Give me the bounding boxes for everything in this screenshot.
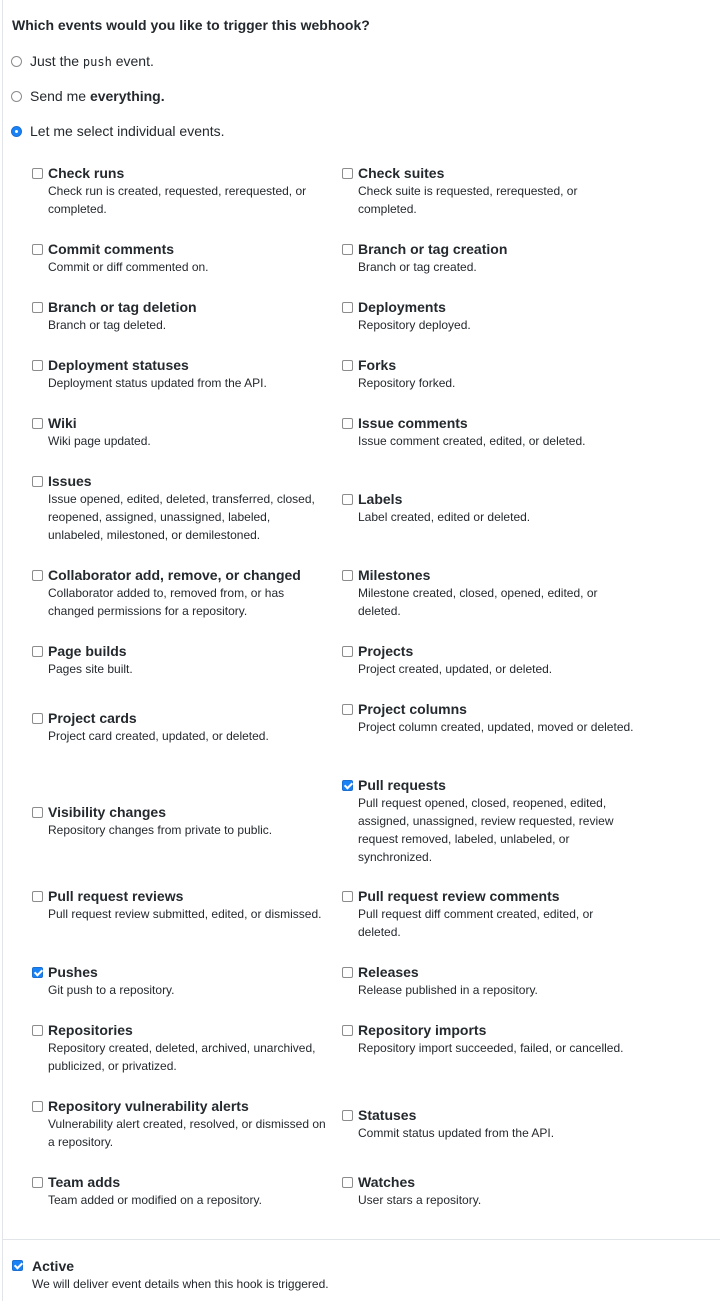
event-description: Commit or diff commented on. [48,260,209,274]
event-title: Deployment statuses [48,357,189,373]
event-title: Project columns [358,701,467,717]
checkbox-deployments[interactable] [342,302,353,313]
active-title: Active [32,1258,75,1274]
checkbox-deployment-statuses[interactable] [32,360,43,371]
event-description: Repository forked. [358,376,456,390]
checkbox-repository-imports[interactable] [342,1025,353,1036]
radio-select-individual[interactable] [11,126,22,137]
checkbox-active[interactable] [12,1260,23,1271]
event-description: Vulnerability alert created, resolved, or dismissed on a repository. [48,1117,326,1149]
event-title: Check suites [358,165,445,181]
event-description: Repository import succeeded, failed, or cancelled. [358,1041,624,1055]
checkbox-project-cards[interactable] [32,713,43,724]
checkbox-commit-comments[interactable] [32,244,43,255]
active-description: We will deliver event details when this hook is triggered. [32,1277,329,1291]
event-title: Milestones [358,567,431,583]
checkbox-team-adds[interactable] [32,1177,43,1188]
event-description: Project created, updated, or deleted. [358,662,553,676]
event-title: Commit comments [48,241,175,257]
event-title: Issues [48,473,92,489]
event-description: Pull request review submitted, edited, or dismissed. [48,907,322,921]
event-description: Wiki page updated. [48,434,151,448]
event-description: Release published in a repository. [358,983,538,997]
push-code: push [82,55,112,69]
event-description: Milestone created, closed, opened, edited, or deleted. [358,586,598,618]
event-title: Wiki [48,415,77,431]
event-title: Issue comments [358,415,468,431]
event-title: Team adds [48,1174,121,1190]
event-description: Project card created, updated, or deleted. [48,729,269,743]
event-title: Forks [358,357,397,373]
event-description: Pull request opened, closed, reopened, edited, assigned, unassigned, review requested, review request removed, labeled, unlabeled, or synchronized. [358,796,614,864]
option-send-everything-label: Send me everything. [30,88,165,104]
event-description: Team added or modified on a repository. [48,1193,262,1207]
checkbox-wiki[interactable] [32,418,43,429]
event-title: Branch or tag deletion [48,299,197,315]
checkbox-repository-vulnerability-alerts[interactable] [32,1101,43,1112]
checkbox-repositories[interactable] [32,1025,43,1036]
event-title: Repository vulnerability alerts [48,1098,249,1114]
radio-just-push[interactable] [11,56,22,67]
checkbox-issue-comments[interactable] [342,418,353,429]
event-description: Repository deployed. [358,318,471,332]
events-question: Which events would you like to trigger this webhook? [12,17,370,33]
event-description: Check suite is requested, rerequested, or completed. [358,184,578,216]
checkbox-issues[interactable] [32,476,43,487]
event-title: Pushes [48,964,98,980]
checkbox-project-columns[interactable] [342,704,353,715]
option-just-push[interactable] [11,53,154,69]
event-description: Pages site built. [48,662,133,676]
checkbox-labels[interactable] [342,494,353,505]
event-description: Check run is created, requested, rerequested, or completed. [48,184,307,216]
checkbox-pull-request-review-comments[interactable] [342,891,353,902]
event-description: Repository created, deleted, archived, unarchived, publicized, or privatized. [48,1041,316,1073]
option-select-individual[interactable] [11,123,225,139]
radio-send-everything[interactable] [11,91,22,102]
checkbox-forks[interactable] [342,360,353,371]
event-description: Pull request diff comment created, edited, or deleted. [358,907,594,939]
event-title: Page builds [48,643,127,659]
event-description: Repository changes from private to public. [48,823,273,837]
event-title: Deployments [358,299,446,315]
left-border [2,0,3,1301]
event-description: Deployment status updated from the API. [48,376,267,390]
event-title: Branch or tag creation [358,241,508,257]
event-title: Pull requests [358,777,446,793]
event-title: Releases [358,964,419,980]
checkbox-projects[interactable] [342,646,353,657]
event-title: Check runs [48,165,125,181]
checkbox-releases[interactable] [342,967,353,978]
section-divider [2,1239,720,1240]
option-select-individual-label: Let me select individual events. [30,123,225,139]
event-title: Watches [358,1174,416,1190]
event-description: Issue opened, edited, deleted, transferred, closed, reopened, assigned, unassigned, labeled, unlabeled, milestoned, or demilestoned. [48,492,315,542]
event-description: Label created, edited or deleted. [358,510,531,524]
option-just-push-label: Just the push event. [30,53,154,69]
checkbox-collaborator[interactable] [32,570,43,581]
checkbox-check-runs[interactable] [32,168,43,179]
option-send-everything[interactable] [11,88,165,104]
event-description: Git push to a repository. [48,983,175,997]
event-title: Statuses [358,1107,417,1123]
checkbox-page-builds[interactable] [32,646,43,657]
event-title: Labels [358,491,403,507]
event-description: Collaborator added to, removed from, or has changed permissions for a repository. [48,586,285,618]
event-title: Pull request review comments [358,888,560,904]
event-description: Issue comment created, edited, or deleted. [358,434,586,448]
event-title: Projects [358,643,414,659]
event-description: Branch or tag deleted. [48,318,167,332]
event-title: Repositories [48,1022,133,1038]
checkbox-visibility-changes[interactable] [32,807,43,818]
checkbox-pull-request-reviews[interactable] [32,891,43,902]
event-description: Commit status updated from the API. [358,1126,555,1140]
event-title: Pull request reviews [48,888,184,904]
checkbox-pull-requests[interactable] [342,780,353,791]
checkbox-milestones[interactable] [342,570,353,581]
event-description: User stars a repository. [358,1193,482,1207]
checkbox-statuses[interactable] [342,1110,353,1121]
checkbox-check-suites[interactable] [342,168,353,179]
event-title: Repository imports [358,1022,487,1038]
event-description: Branch or tag created. [358,260,477,274]
event-title: Collaborator add, remove, or changed [48,567,301,583]
checkbox-pushes[interactable] [32,967,43,978]
event-description: Project column created, updated, moved or deleted. [358,720,634,734]
checkbox-watches[interactable] [342,1177,353,1188]
event-title: Project cards [48,710,137,726]
checkbox-branch-tag-deletion[interactable] [32,302,43,313]
checkbox-branch-tag-creation[interactable] [342,244,353,255]
event-title: Visibility changes [48,804,167,820]
